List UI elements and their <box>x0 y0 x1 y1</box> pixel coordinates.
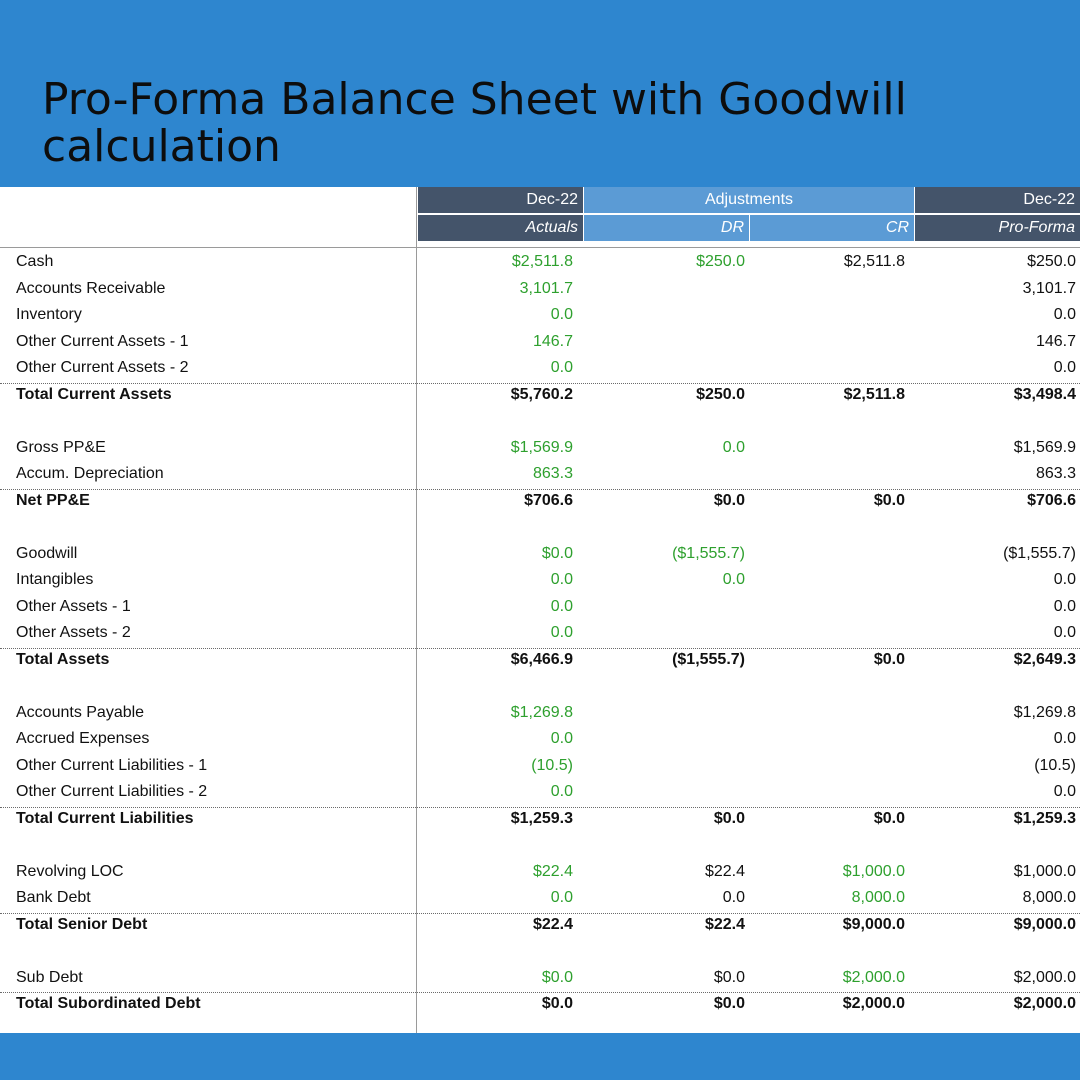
dr-cell: ($1,555.7) <box>672 544 745 562</box>
row-label: Goodwill <box>16 544 78 562</box>
dr-cell: ($1,555.7) <box>672 650 745 668</box>
proforma-cell: $2,000.0 <box>1013 968 1076 986</box>
proforma-cell: $3,498.4 <box>1013 385 1076 403</box>
row-label: Inventory <box>16 306 82 323</box>
actuals-cell: 0.0 <box>550 597 573 615</box>
dr-cell: $22.4 <box>704 915 745 933</box>
cr-cell: $0.0 <box>873 809 905 827</box>
cr-cell: $2,511.8 <box>843 385 905 403</box>
total-row <box>0 806 1080 833</box>
table-row <box>0 885 1080 912</box>
dr-cell: $250.0 <box>696 253 745 270</box>
total-row <box>0 382 1080 409</box>
dr-cell: $22.4 <box>704 862 745 880</box>
actuals-cell: 146.7 <box>532 332 573 350</box>
header-actuals: Actuals <box>418 215 583 241</box>
proforma-cell: $2,649.3 <box>1013 650 1076 668</box>
row-label: Total Current Liabilities <box>16 809 194 827</box>
balance-sheet-table <box>0 187 1080 1033</box>
total-row <box>0 647 1080 674</box>
actuals-cell: 0.0 <box>550 359 573 376</box>
row-label: Net PP&E <box>16 491 90 509</box>
actuals-cell: 3,101.7 <box>519 279 573 297</box>
row-label: Total Assets <box>16 650 110 668</box>
dr-cell: $250.0 <box>696 385 745 403</box>
row-label: Other Current Assets - 2 <box>16 359 189 376</box>
table-row <box>0 859 1080 886</box>
dr-cell: 0.0 <box>722 571 745 588</box>
proforma-cell: ($1,555.7) <box>1003 544 1076 562</box>
title-banner <box>0 0 1080 187</box>
table-row <box>0 567 1080 594</box>
row-label: Other Current Liabilities - 2 <box>16 783 208 800</box>
proforma-cell: 0.0 <box>1053 783 1076 800</box>
actuals-cell: $706.6 <box>524 491 573 509</box>
cr-cell: $1,000.0 <box>842 862 905 880</box>
row-label: Total Senior Debt <box>16 915 148 933</box>
actuals-cell: $0.0 <box>541 544 573 562</box>
actuals-cell: $5,760.2 <box>510 385 573 403</box>
proforma-cell: $1,259.3 <box>1013 809 1076 827</box>
proforma-cell: $2,000.0 <box>1013 995 1076 1012</box>
actuals-cell: $0.0 <box>541 968 573 986</box>
table-row <box>0 620 1080 647</box>
row-label: Accounts Payable <box>16 703 145 721</box>
row-label: Sub Debt <box>16 968 83 986</box>
cr-cell: $2,000.0 <box>842 968 905 986</box>
table-row <box>0 753 1080 780</box>
spacer-row <box>0 408 1080 435</box>
actuals-cell: $0.0 <box>541 995 573 1012</box>
row-label: Revolving LOC <box>16 862 124 880</box>
table-row <box>0 249 1080 276</box>
actuals-cell: $22.4 <box>532 915 573 933</box>
proforma-cell: $250.0 <box>1027 253 1076 270</box>
header-adjustments: Adjustments <box>584 187 914 213</box>
proforma-cell: 0.0 <box>1053 359 1076 376</box>
row-label: Accrued Expenses <box>16 730 150 747</box>
dr-cell: $0.0 <box>713 968 745 986</box>
dr-cell: 0.0 <box>722 438 745 456</box>
page-title: Pro-Forma Balance Sheet with Goodwill calculation <box>42 74 907 172</box>
header-divider <box>0 247 1080 248</box>
proforma-cell: $1,269.8 <box>1013 703 1076 721</box>
actuals-cell: 0.0 <box>550 306 573 323</box>
row-label: Other Assets - 1 <box>16 597 131 615</box>
proforma-cell: 146.7 <box>1035 332 1076 350</box>
proforma-cell: 0.0 <box>1053 306 1076 323</box>
spacer-row <box>0 514 1080 541</box>
proforma-cell: 0.0 <box>1053 597 1076 615</box>
table-row <box>0 700 1080 727</box>
cr-cell: $9,000.0 <box>842 915 905 933</box>
actuals-cell: 0.0 <box>550 624 573 641</box>
table-row <box>0 302 1080 329</box>
spacer-row <box>0 832 1080 859</box>
table-row <box>0 965 1080 992</box>
actuals-cell: $22.4 <box>532 862 573 880</box>
actuals-cell: $1,269.8 <box>510 703 573 721</box>
row-label: Cash <box>16 253 54 270</box>
row-label: Other Assets - 2 <box>16 624 131 641</box>
proforma-cell: 8,000.0 <box>1022 889 1076 906</box>
table-row <box>0 726 1080 753</box>
proforma-cell: 863.3 <box>1035 465 1076 482</box>
actuals-cell: 0.0 <box>550 889 573 906</box>
cr-cell: 8,000.0 <box>851 889 905 906</box>
proforma-cell: 0.0 <box>1053 571 1076 588</box>
proforma-cell: $1,000.0 <box>1013 862 1076 880</box>
footer-bar <box>0 1033 1080 1080</box>
actuals-cell: (10.5) <box>531 756 573 774</box>
table-row <box>0 461 1080 488</box>
actuals-cell: 0.0 <box>550 783 573 800</box>
dr-cell: $0.0 <box>713 995 745 1012</box>
actuals-cell: $1,569.9 <box>510 438 573 456</box>
row-label: Accounts Receivable <box>16 279 166 297</box>
proforma-cell: 0.0 <box>1053 730 1076 747</box>
cr-cell: $0.0 <box>873 650 905 668</box>
dr-cell: $0.0 <box>713 491 745 509</box>
row-label: Bank Debt <box>16 889 91 906</box>
proforma-cell: (10.5) <box>1034 756 1076 774</box>
table-row <box>0 329 1080 356</box>
table-row <box>0 541 1080 568</box>
row-label: Total Current Assets <box>16 385 172 403</box>
total-row <box>0 488 1080 515</box>
proforma-cell: $9,000.0 <box>1013 915 1076 933</box>
spacer-row <box>0 938 1080 965</box>
actuals-cell: 863.3 <box>532 465 573 482</box>
row-label: Other Current Assets - 1 <box>16 332 189 350</box>
header-actuals-period: Dec-22 <box>418 187 583 213</box>
cr-cell: $0.0 <box>873 491 905 509</box>
header-proforma-period: Dec-22 <box>915 187 1080 213</box>
dr-cell: 0.0 <box>722 889 745 906</box>
table-row <box>0 355 1080 382</box>
header-dr: DR <box>584 215 749 241</box>
actuals-cell: 0.0 <box>550 571 573 588</box>
total-row <box>0 991 1080 1018</box>
proforma-cell: 3,101.7 <box>1022 279 1076 297</box>
actuals-cell: $1,259.3 <box>510 809 573 827</box>
cr-cell: $2,000.0 <box>842 995 905 1012</box>
dr-cell: $0.0 <box>713 809 745 827</box>
row-label: Gross PP&E <box>16 438 106 456</box>
actuals-cell: 0.0 <box>550 730 573 747</box>
row-label: Other Current Liabilities - 1 <box>16 756 208 774</box>
proforma-cell: $706.6 <box>1027 491 1076 509</box>
table-row <box>0 435 1080 462</box>
proforma-cell: 0.0 <box>1053 624 1076 641</box>
cr-cell: $2,511.8 <box>843 253 905 270</box>
total-row <box>0 912 1080 939</box>
row-label: Accum. Depreciation <box>16 465 164 482</box>
table-row <box>0 594 1080 621</box>
actuals-cell: $6,466.9 <box>510 650 573 668</box>
proforma-cell: $1,569.9 <box>1013 438 1076 456</box>
actuals-cell: $2,511.8 <box>511 253 573 270</box>
spacer-row <box>0 673 1080 700</box>
row-label: Intangibles <box>16 571 94 588</box>
header-cr: CR <box>750 215 914 241</box>
table-row <box>0 779 1080 806</box>
row-label: Total Subordinated Debt <box>16 995 201 1012</box>
header-proforma: Pro-Forma <box>915 215 1080 241</box>
table-row <box>0 276 1080 303</box>
